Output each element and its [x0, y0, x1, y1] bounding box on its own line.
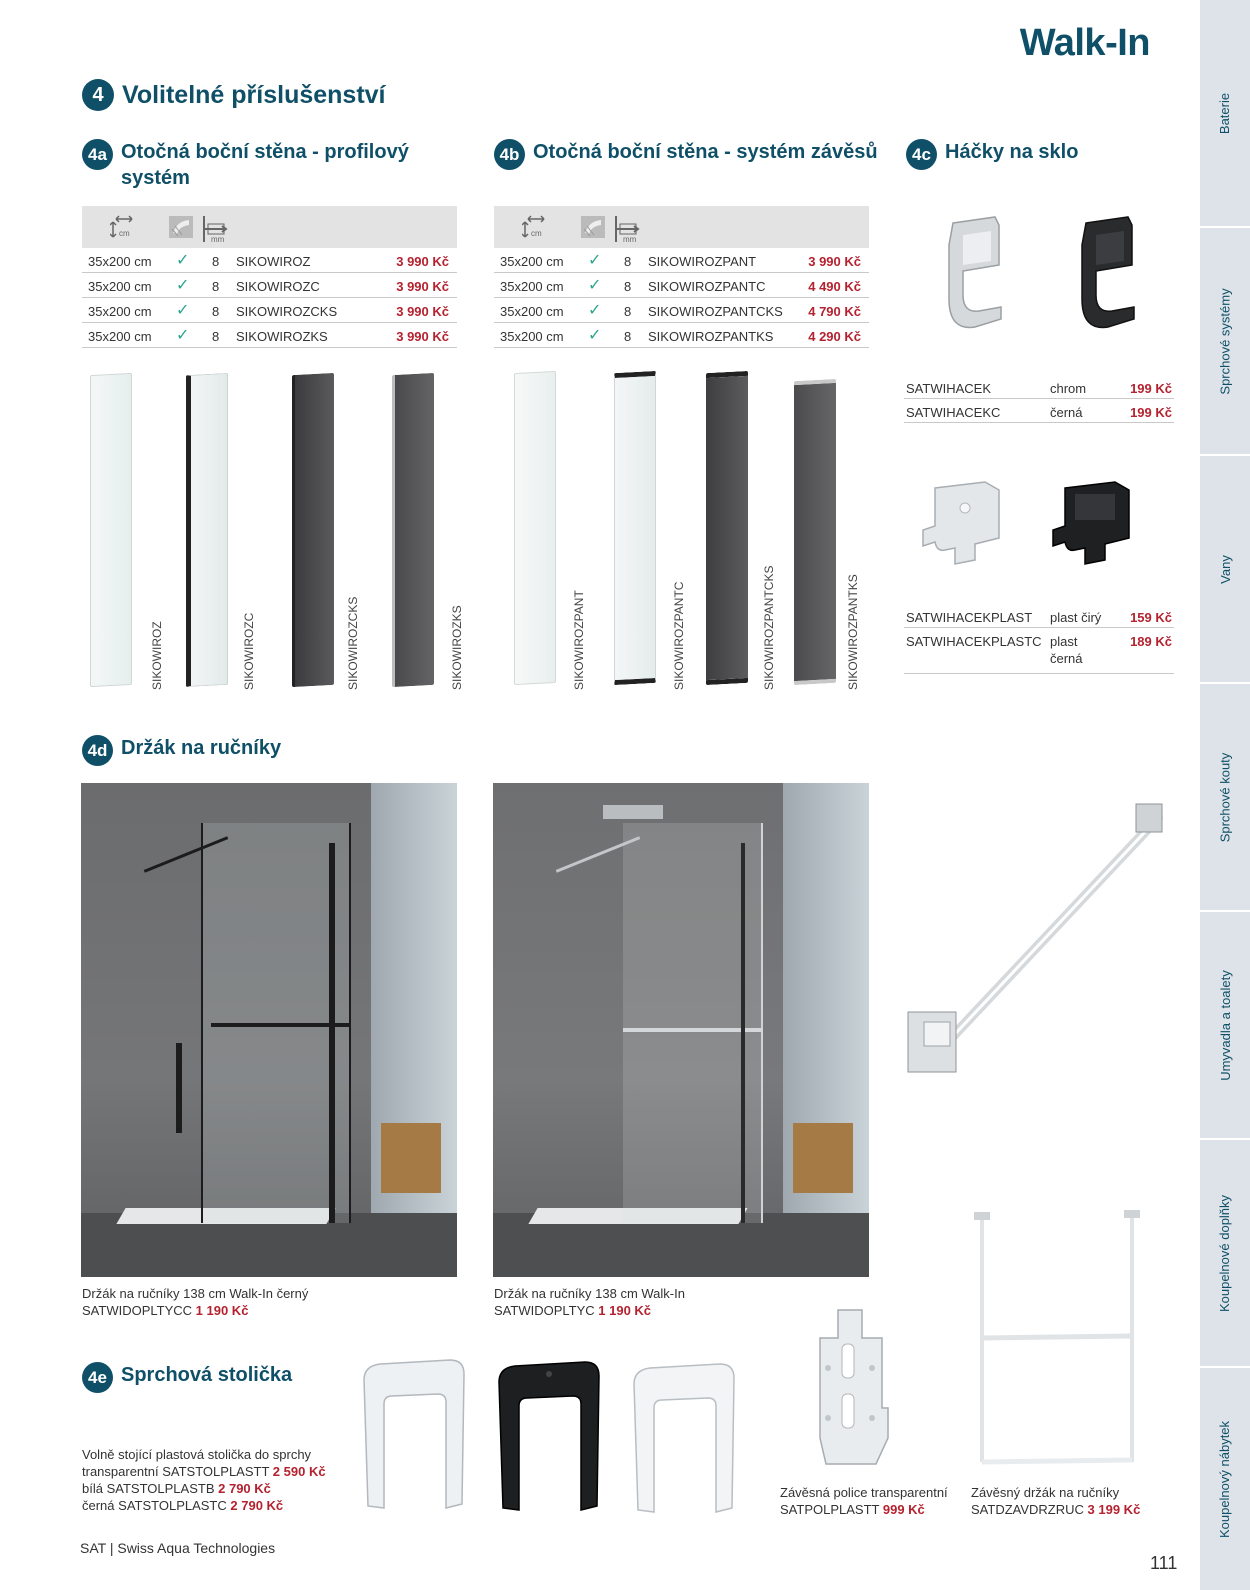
heading-4d [82, 735, 281, 766]
clear-plastic-hook-image [915, 480, 1011, 576]
glass-panel-dark-chrome-hinged [794, 379, 836, 685]
spec-table-4b [494, 206, 869, 348]
caption-chrome-holder: Držák na ručníky 138 cm Walk-In SATWIDOPLTYC 1 190 Kč [494, 1286, 685, 1318]
panel-label: SIKOWIROZC [242, 612, 256, 690]
price-row: SATWIHACEKC černá 199 Kč [904, 399, 1174, 423]
check-icon: ✓ [176, 302, 190, 319]
check-icon: ✓ [588, 302, 602, 319]
caption-black-holder: Držák na ručníky 138 cm Walk-In černý SATWIDOPLTYCC 1 190 Kč [82, 1286, 309, 1318]
check-icon: ✓ [176, 277, 190, 294]
plastic-hook-price-list [904, 604, 1174, 674]
glass-coating-icon [168, 215, 194, 239]
panel-label: SIKOWIROZPANTC [672, 581, 686, 690]
panel-label: SIKOWIROZKS [450, 605, 464, 690]
title-4e: Sprchová stolička [121, 1364, 293, 1386]
badge-4e: 4e [82, 1362, 113, 1393]
stool-white-image [628, 1362, 740, 1518]
dimensions-icon [110, 215, 136, 239]
check-icon: ✓ [176, 327, 190, 344]
spec-row: 35x200 cm ✓ 8 SIKOWIROZCKS 3 990 Kč [82, 298, 457, 323]
glass-thickness-icon [202, 215, 228, 243]
bathroom-photo-black [81, 783, 457, 1277]
section-title: Volitelné příslušenství [122, 80, 386, 109]
heading-4b [494, 139, 878, 170]
panel-label: SIKOWIROZCKS [346, 596, 360, 690]
spec-table-header [82, 206, 457, 248]
spec-row: 35x200 cm ✓ 8 SIKOWIROZPANT 3 990 Kč [494, 248, 869, 273]
title-4b: Otočná boční stěna - systém závěsů [533, 141, 878, 163]
glass-panel-dark-chrome [392, 373, 434, 687]
glass-panel-dark [292, 373, 334, 687]
check-icon: ✓ [588, 277, 602, 294]
dimensions-icon [522, 215, 548, 239]
black-plastic-hook-image [1045, 480, 1141, 576]
glass-panel-clear [90, 373, 132, 687]
badge-4c: 4c [906, 139, 937, 170]
glass-panel-black-profile [186, 373, 228, 687]
panel-label: SIKOWIROZPANTKS [846, 574, 860, 690]
page-title: Walk-In [1019, 22, 1150, 64]
black-hook-image [1068, 215, 1148, 340]
hanging-shelf-image [810, 1308, 900, 1468]
panel-label: SIKOWIROZ [150, 621, 164, 690]
svg-text:mm: mm [211, 235, 225, 243]
heading-4a [82, 139, 409, 191]
check-icon: ✓ [176, 252, 190, 269]
stool-black-image [493, 1360, 605, 1516]
heading-4e [82, 1362, 292, 1393]
tab-vany[interactable]: Vany [1200, 456, 1250, 684]
spec-row: 35x200 cm ✓ 8 SIKOWIROZKS 3 990 Kč [82, 323, 457, 348]
footer-brand: SAT | Swiss Aqua Technologies [80, 1540, 276, 1556]
section-number-badge: 4 [82, 79, 114, 111]
spec-table-header [494, 206, 869, 248]
hook-price-list [904, 375, 1174, 423]
glass-coating-icon [580, 215, 606, 239]
badge-4d: 4d [82, 735, 113, 766]
stool-description: Volně stojící plastová stolička do sprchy transparentní SATSTOLPLASTT 2 590 Kč bílá SATSTOLPLASTB 2 790 Kč černá SATSTOLPLASTC 2 790 Kč [82, 1447, 326, 1513]
spec-table-4a [82, 206, 457, 348]
tab-umyvadla-a-toalety[interactable]: Umyvadla a toalety [1200, 912, 1250, 1140]
glass-panel-dark-hinged [706, 371, 748, 685]
tab-baterie[interactable]: Baterie [1200, 0, 1250, 228]
check-icon: ✓ [588, 327, 602, 344]
caption-shelf: Závěsná police transparentní SATPOLPLASTT 999 Kč [780, 1485, 948, 1517]
panel-label: SIKOWIROZPANTCKS [762, 565, 776, 690]
spec-row: 35x200 cm ✓ 8 SIKOWIROZPANTKS 4 290 Kč [494, 323, 869, 348]
badge-4b: 4b [494, 139, 525, 170]
panel-label: SIKOWIROZPANT [572, 590, 586, 690]
caption-towel-holder: Závěsný držák na ručníky SATDZAVDRZRUC 3 199 Kč [971, 1485, 1141, 1517]
badge-4a: 4a [82, 139, 113, 170]
title-4a-line1: Otočná boční stěna - profilový [121, 141, 409, 163]
title-4d: Držák na ručníky [121, 737, 282, 759]
tab-sprchove-systemy[interactable]: Sprchové systémy [1200, 228, 1250, 456]
svg-text:mm: mm [623, 235, 637, 243]
chrome-hook-image [935, 215, 1015, 340]
title-4c: Háčky na sklo [945, 141, 1079, 163]
price-row: SATWIHACEK chrom 199 Kč [904, 375, 1174, 399]
glass-thickness-icon [614, 215, 640, 243]
svg-text:cm: cm [531, 229, 542, 238]
section-heading [82, 79, 386, 111]
heading-4c [906, 139, 1078, 170]
category-sidebar [1200, 0, 1250, 1590]
spec-row: 35x200 cm ✓ 8 SIKOWIROZC 3 990 Kč [82, 273, 457, 298]
tab-sprchove-kouty[interactable]: Sprchové kouty [1200, 684, 1250, 912]
spec-row: 35x200 cm ✓ 8 SIKOWIROZPANTCKS 4 790 Kč [494, 298, 869, 323]
glass-panel-black-hinges [614, 371, 656, 685]
spec-row: 35x200 cm ✓ 8 SIKOWIROZPANTC 4 490 Kč [494, 273, 869, 298]
tab-koupelnovy-nabytek[interactable]: Koupelnový nábytek [1217, 1420, 1233, 1538]
bathroom-photo-chrome [493, 783, 869, 1277]
check-icon: ✓ [588, 252, 602, 269]
spec-row: 35x200 cm ✓ 8 SIKOWIROZ 3 990 Kč [82, 248, 457, 273]
page-number: 111 [1150, 1553, 1178, 1573]
price-row: SATWIHACEKPLAST plast čirý 159 Kč [904, 604, 1174, 628]
stool-transparent-image [358, 1358, 470, 1514]
hanging-towel-holder-image [960, 1210, 1140, 1470]
title-4a-line2: systém [121, 167, 190, 189]
price-row: SATWIHACEKPLASTC plast černá 189 Kč [904, 628, 1174, 674]
tab-koupelnove-doplnky[interactable]: Koupelnové doplňky [1200, 1140, 1250, 1368]
svg-text:cm: cm [119, 229, 130, 238]
glass-panel-clear-hinged [514, 371, 556, 685]
towel-rail-image [900, 800, 1180, 1090]
